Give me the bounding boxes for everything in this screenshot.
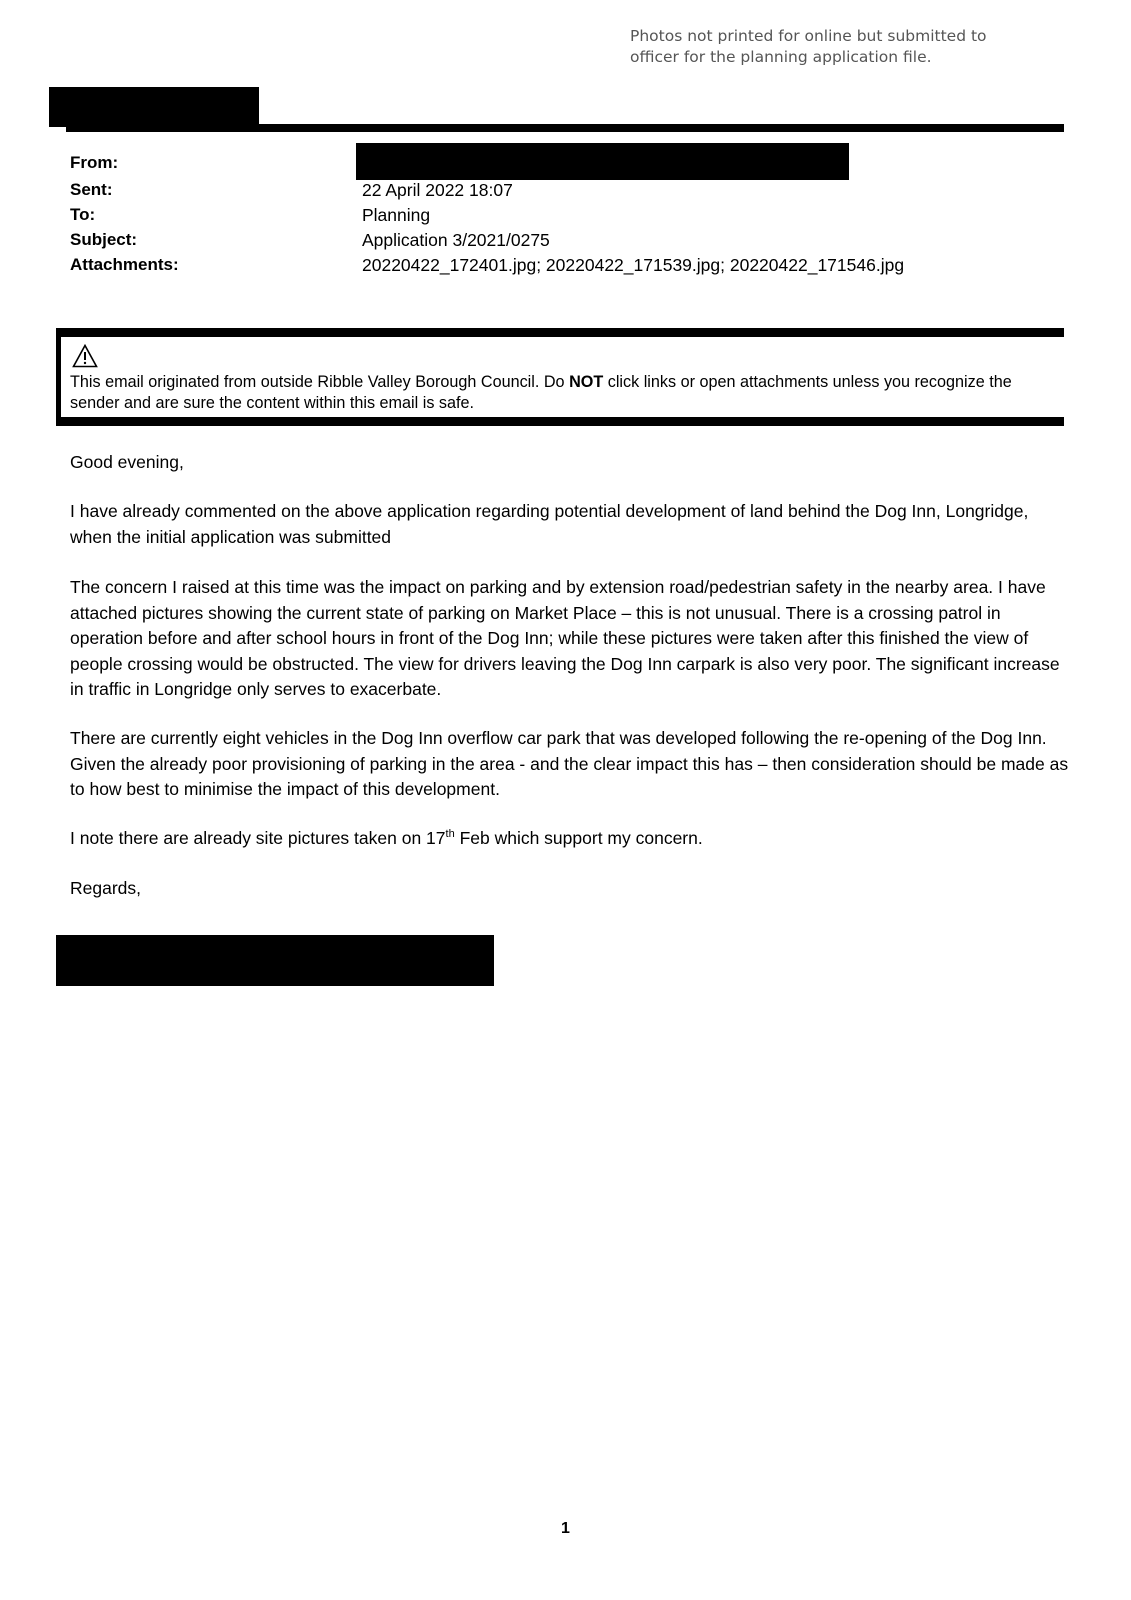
banner-text-part-2: click links or open attachments unless you recognize the sender and are sure the content within this email is safe. (70, 373, 1012, 412)
sent-label: Sent: (70, 180, 113, 199)
banner-warning-text (70, 372, 1060, 414)
body-paragraph-4-text: I note there are already site pictures taken on 17 (70, 828, 446, 848)
sent-value: 22 April 2022 18:07 (362, 180, 513, 200)
body-paragraph-2: The concern I raised at this time was the impact on parking and by extension road/pedestrian safety in the nearby area. I have attached pictures showing the current state of parking on Market Place – this is not unusual. There is a crossing patrol in operation before and after school hours in front of the Dog Inn; while these pictures were taken after this finished the view of people crossing would be obstructed. The view for drivers leaving the Dog Inn carpark is also very poor. The significant increase in traffic in Longridge only serves to exacerbate. (70, 577, 1060, 699)
attachments-label: Attachments: (70, 255, 179, 274)
to-value: Planning (362, 205, 431, 225)
warning-triangle-icon (72, 344, 98, 368)
banner-text-part-1: This email originated from outside Ribble Valley Borough Council. Do (70, 373, 570, 391)
to-label: To: (70, 205, 96, 224)
redacted-from-value (356, 143, 849, 180)
redacted-signature (56, 935, 494, 986)
banner-text-not: NOT (569, 373, 604, 391)
page-number: 1 (561, 1520, 570, 1537)
closing: Regards, (70, 878, 142, 898)
body-paragraph-4-tail: Feb which support my concern. (454, 828, 703, 848)
header-rule (66, 124, 1064, 132)
photos-note-line-1: Photos not printed for online but submitted to (630, 27, 987, 45)
photos-note (630, 26, 1050, 68)
subject-label: Subject: (70, 230, 138, 249)
body-paragraph-3: There are currently eight vehicles in the Dog Inn overflow car park that was developed following the re-opening of the Dog Inn. Given the already poor provisioning of parking in the area - and the clear impact this has – then consideration should be made as to how best to minimise the impact of this development. (70, 728, 1069, 799)
body-paragraph-4 (70, 826, 1070, 852)
photos-note-line-2: officer for the planning application file. (630, 48, 932, 66)
ordinal-suffix: th (445, 828, 455, 841)
redacted-name-block (49, 87, 259, 127)
attachments-value[interactable]: 20220422_172401.jpg; 20220422_171539.jpg; 20220422_171546.jpg (362, 255, 905, 275)
from-label: From: (70, 153, 119, 172)
subject-value: Application 3/2021/0275 (362, 230, 550, 250)
body-paragraph-1: I have already commented on the above application regarding potential development of land behind the Dog Inn, Longridge, when the initial application was submitted (70, 501, 1029, 547)
greeting: Good evening, (70, 452, 184, 472)
